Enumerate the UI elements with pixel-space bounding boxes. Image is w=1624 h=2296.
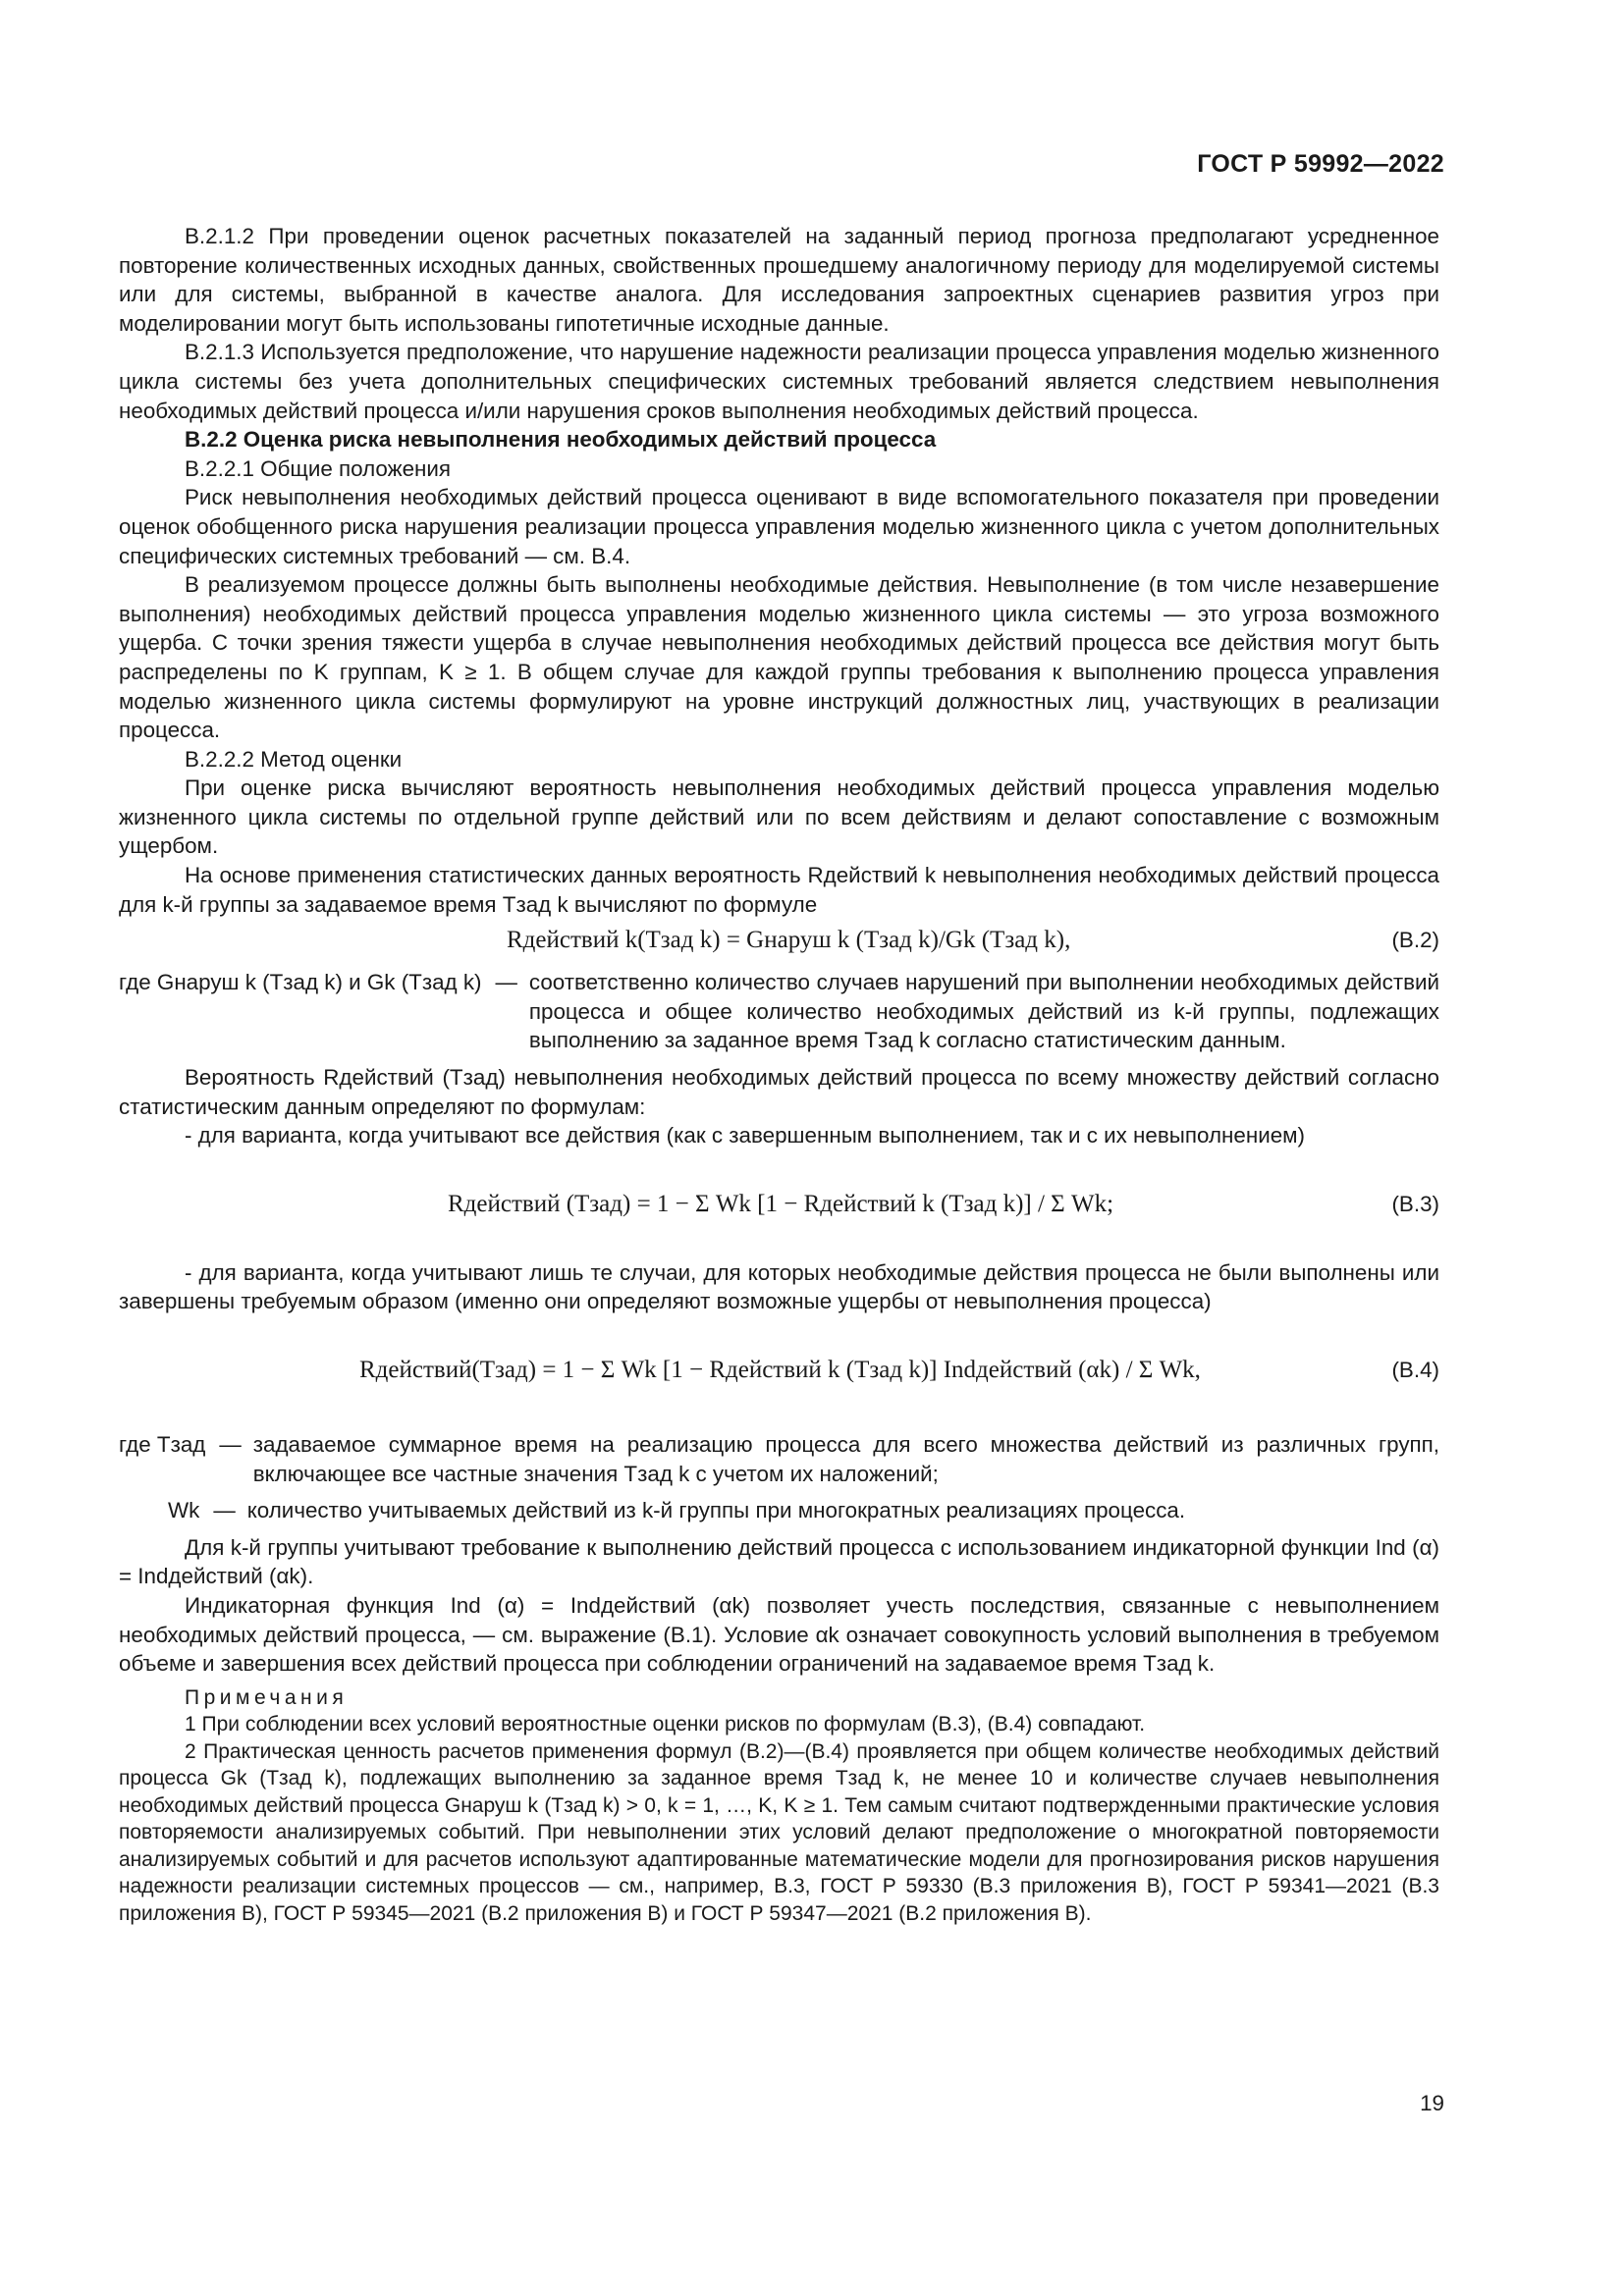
where-definition: соответственно количество случаев нарушений при выполнении необходимых действий процесса и общее количество необходимых действий из k-й группы, подлежащих выполнению за заданное время Tзад k согласно статистическим данным.	[528, 970, 1439, 1053]
paragraph-overall-probability: Вероятность Rдействий (Tзад) невыполнения необходимых действий процесса по всему множеству действий согласно статистическим данным определяют по формулам:	[119, 1065, 1439, 1119]
formula-b4-expression: Rдействий(Tзад) = 1 − Σ Wk [1 − Rдействий k (Tзад k)] Indдействий (αk) / Σ Wk,	[359, 1357, 1201, 1383]
where-label: где Gнаруш k (Tзад k) и Gk (Tзад k)	[119, 970, 482, 995]
document-body	[119, 222, 1439, 1927]
paragraph-risk-auxiliary: Риск невыполнения необходимых действий процесса оценивают в виде вспомогательного показателя при проведении оценок обобщенного риска нарушения реализации процесса управления моделью жизненного цикла с учетом дополнительных специфических системных требований — см. В.4.	[119, 485, 1439, 568]
where-dash: —	[495, 970, 517, 995]
subsection-heading-b222: В.2.2.2 Метод оценки	[185, 746, 403, 772]
paragraph-method: При оценке риска вычисляют вероятность невыполнения необходимых действий процесса управления моделью жизненного цикла системы по отдельной группе действий или по всем действиям и делают сопоставление с возможным ущербом.	[119, 775, 1439, 859]
paragraph-indicator-requirement: Для k-й группы учитывают требование к выполнению действий процесса с использованием индикаторной функции Ind (α) = Indдействий (αk).	[119, 1534, 1439, 1589]
paragraph-b212: В.2.1.2 При проведении оценок расчетных показателей на заданный период прогноза предполагают усредненное повторение количественных исходных данных, свойственных прошедшему аналогичному периоду для моделируемой системы или для системы, выбранной в качестве аналога. Для исследования запроектных сценариев развития угроз при моделировании могут быть использованы гипотетичные исходные данные.	[119, 224, 1439, 336]
where-block-b2	[119, 968, 1439, 1055]
paragraph-variant-all: - для варианта, когда учитывают все действия (как с завершенным выполнением, так и с их невыполнением)	[185, 1123, 1306, 1148]
notes-title: Примечания	[185, 1685, 349, 1709]
where-label: где Tзад	[119, 1432, 206, 1457]
paragraph-variant-failed: - для варианта, когда учитывают лишь те случаи, для которых необходимые действия процесса не были выполнены или завершены требуемым образом (именно они определяют возможные ущербы от невыполнения процесса)	[119, 1259, 1439, 1314]
formula-b4	[119, 1316, 1439, 1424]
note-1: 1 При соблюдении всех условий вероятностные оценки рисков по формулам (В.3), (В.4) совпадают.	[185, 1713, 1146, 1736]
where-definition: количество учитываемых действий из k-й группы при многократных реализациях процесса.	[246, 1498, 1186, 1523]
formula-b2-expression: Rдействий k(Tзад k) = Gнаруш k (Tзад k)/Gk (Tзад k),	[507, 927, 1071, 954]
note-2: 2 Практическая ценность расчетов применения формул (В.2)—(В.4) проявляется при общем количестве необходимых действий процесса Gk (Tзад k), подлежащих выполнению за заданное время Tзад k, не менее 10 и количестве случаев невыполнения необходимых действий процесса Gнаруш k (Tзад k) > 0, k = 1, …, K, K ≥ 1. Тем самым считают подтвержденными практические условия повторяемости анализируемых событий. При невыполнении этих условий делают предположение о многократной повторяемости анализируемых событий и для расчетов используют адаптированные математические модели для прогнозирования рисков нарушения надежности реализации системных процессов — см., например, В.3, ГОСТ Р 59330 (В.3 приложения В), ГОСТ Р 59341—2021 (В.3 приложения В), ГОСТ Р 59345—2021 (В.2 приложения В) и ГОСТ Р 59347—2021 (В.2 приложения В).	[119, 1739, 1439, 1925]
subsection-heading-b221: В.2.2.1 Общие положения	[185, 455, 452, 481]
where-block-wk	[119, 1496, 1439, 1525]
formula-b2-number: (В.2)	[1391, 928, 1439, 953]
formula-b3	[119, 1150, 1439, 1258]
paragraph-b213: В.2.1.3 Используется предположение, что нарушение надежности реализации процесса управления моделью жизненного цикла системы без учета дополнительных специфических системных требований является следствием невыполнения необходимых действий процесса и/или нарушения сроков выполнения необходимых действий процесса.	[119, 340, 1439, 423]
formula-b2	[119, 919, 1439, 962]
page-number: 19	[1420, 2091, 1444, 2115]
section-heading-b22: В.2.2 Оценка риска невыполнения необходимых действий процесса	[185, 427, 937, 453]
formula-b3-number: (В.3)	[1391, 1191, 1439, 1216]
notes-section	[119, 1684, 1439, 1928]
where-dash: —	[219, 1432, 242, 1457]
formula-b4-number: (В.4)	[1391, 1358, 1439, 1382]
where-block-tzad	[119, 1430, 1439, 1488]
where-label: Wk	[168, 1498, 200, 1523]
paragraph-probability-intro: На основе применения статистических данных вероятность Rдействий k невыполнения необходимых действий процесса для k-й группы за задаваемое время Tзад k вычисляют по формуле	[119, 863, 1439, 917]
paragraph-required-actions: В реализуемом процессе должны быть выполнены необходимые действия. Невыполнение (в том числе незавершение выполнения) необходимых действий процесса управления моделью жизненного цикла системы — это угроза возможного ущерба. С точки зрения тяжести ущерба в случае невыполнения необходимых действий процесса все действия могут быть распределены по K группам, K ≥ 1. В общем случае для каждой группы требования к выполнению процесса управления моделью жизненного цикла системы формулируют на уровне инструкций должностных лиц, участвующих в реализации процесса.	[119, 572, 1439, 743]
standard-header: ГОСТ Р 59992—2022	[1197, 150, 1444, 178]
formula-b3-expression: Rдействий (Tзад) = 1 − Σ Wk [1 − Rдействий k (Tзад k)] / Σ Wk;	[448, 1190, 1114, 1217]
paragraph-indicator-function: Индикаторная функция Ind (α) = Indдействий (αk) позволяет учесть последствия, связанные с невыполнением необходимых действий процесса, — см. выражение (В.1). Условие αk означает совокупность условий выполнения в требуемом объеме и завершения всех действий процесса при соблюдении ограничений на задаваемое время Tзад k.	[119, 1592, 1439, 1677]
where-dash: —	[213, 1498, 236, 1523]
where-definition: задаваемое суммарное время на реализацию процесса для всего множества действий из различных групп, включающее все частные значения Tзад k с учетом их наложений;	[252, 1432, 1439, 1486]
